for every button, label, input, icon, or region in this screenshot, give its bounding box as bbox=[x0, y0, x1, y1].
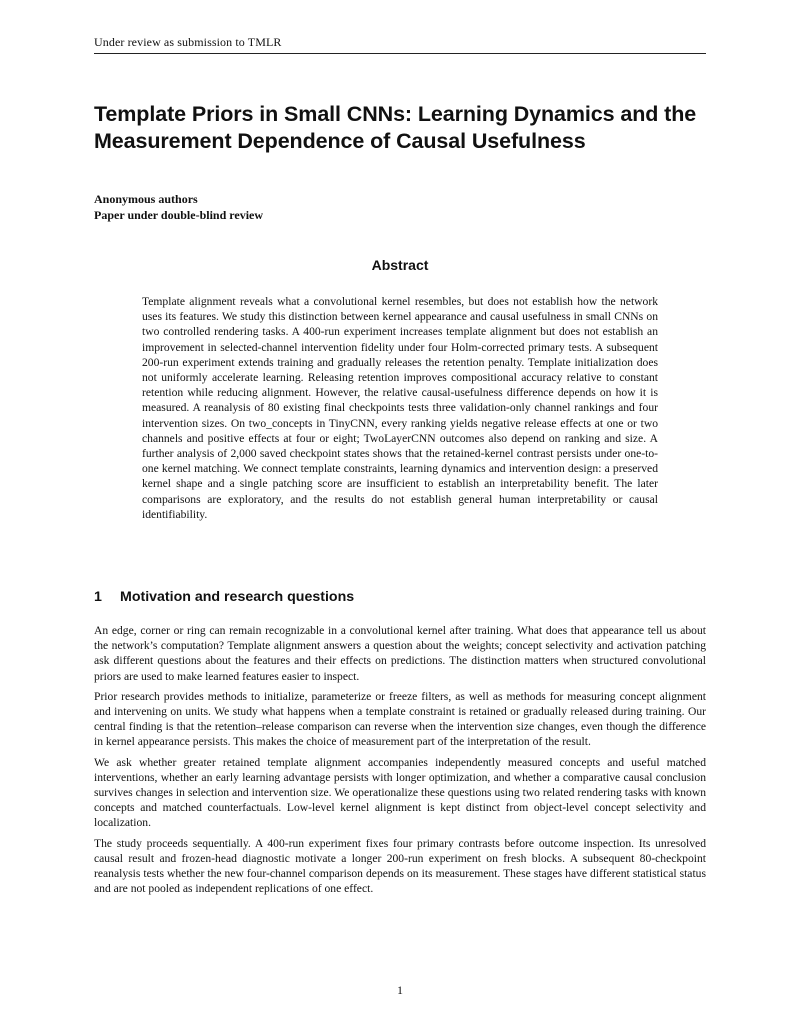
abstract-heading: Abstract bbox=[371, 257, 429, 273]
section-heading bbox=[94, 589, 706, 605]
running-head: Under review as submission to TMLR bbox=[94, 35, 706, 54]
abstract-text: Template alignment reveals what a convolutional kernel resembles, but does not establish how the network uses its features. We study this distinction between kernel appearance and causal usefulness in small CNNs on two controlled rendering tasks. A 400-run experiment increases template alignment but does not establish an improvement in selected-channel intervention fidelity under four Holm-corrected primary tests. A subsequent 200-run experiment extends training and gradually releases the retention penalty. Template initialization does not uniformly accelerate learning. Releasing retention improves compositional accuracy relative to constant retention while reducing alignment. However, the relative causal-usefulness difference depends on how it is measured. A reanalysis of 80 existing final checkpoints tests three validation-only channel rankings and four intervention sizes. On two_concepts in TinyCNN, every ranking yields negative release effects at one or two channels and positive effects at four or eight; TwoLayerCNN outcomes also depend on ranking and size. A further analysis of 2,000 saved checkpoint states shows that the retained-kernel contrast persists under one-to-one kernel matching. We connect template constraints, learning dynamics and intervention design: a preserved kernel shape and a single patching score are insufficient to establish an interpretability benefit. The later comparisons are exploratory, and the results do not establish general human interpretability or causal identifiability. bbox=[142, 295, 658, 521]
section-number: 1 bbox=[94, 589, 102, 605]
title-line-1: Template Priors in Small CNNs: Learning Dynamics and the bbox=[94, 102, 697, 126]
authors-line: Anonymous authors bbox=[94, 192, 198, 206]
author-block bbox=[94, 192, 494, 223]
body-paragraph: The study proceeds sequentially. A 400-run experiment fixes four primary contrasts before outcome inspection. Its unresolved causal result and frozen-head diagnostic motivate a longer 200-run experiment on fresh blocks. A subsequent 80-checkpoint reanalysis tests whether the new four-channel comparison depends on its measurement. These stages have different statistical status and are not pooled as independent replications of one effect. bbox=[94, 836, 706, 896]
section-body bbox=[94, 623, 706, 901]
paper-title bbox=[94, 101, 714, 155]
body-paragraph: Prior research provides methods to initialize, parameterize or freeze filters, as well as methods for measuring concept alignment and intervening on units. We study what happens when a template constraint is retained or gradually released during training. Our central finding is that the retention–release comparison can reverse when the intervention size changes, even though the difference in kernel appearance persists. This makes the choice of measurement part of the interpretation of the result. bbox=[94, 689, 706, 749]
body-paragraph: We ask whether greater retained template alignment accompanies independently measured concepts and useful matched interventions, whether an early learning advantage persists with longer optimization, and whether a comparative causal conclusion survives changes in selection and intervention size. We operationalize these questions using two related rendering tasks with known concepts and matched counterfactuals. Low-level kernel alignment is kept distinct from object-level concept selectivity and localization. bbox=[94, 755, 706, 830]
section-title: Motivation and research questions bbox=[120, 589, 355, 605]
body-paragraph: An edge, corner or ring can remain recognizable in a convolutional kernel after training. What does that appearance tell us about the network’s computation? Template alignment answers a question about the weights; concept selectivity and activation patching ask different questions about the features and their effects on predictions. The distinction matters when structured convolutional priors are used to make learned features easier to inspect. bbox=[94, 624, 706, 683]
review-status-line: Paper under double-blind review bbox=[94, 207, 264, 222]
title-line-2: Measurement Dependence of Causal Usefulness bbox=[94, 129, 586, 153]
page-number: 1 bbox=[397, 983, 403, 997]
